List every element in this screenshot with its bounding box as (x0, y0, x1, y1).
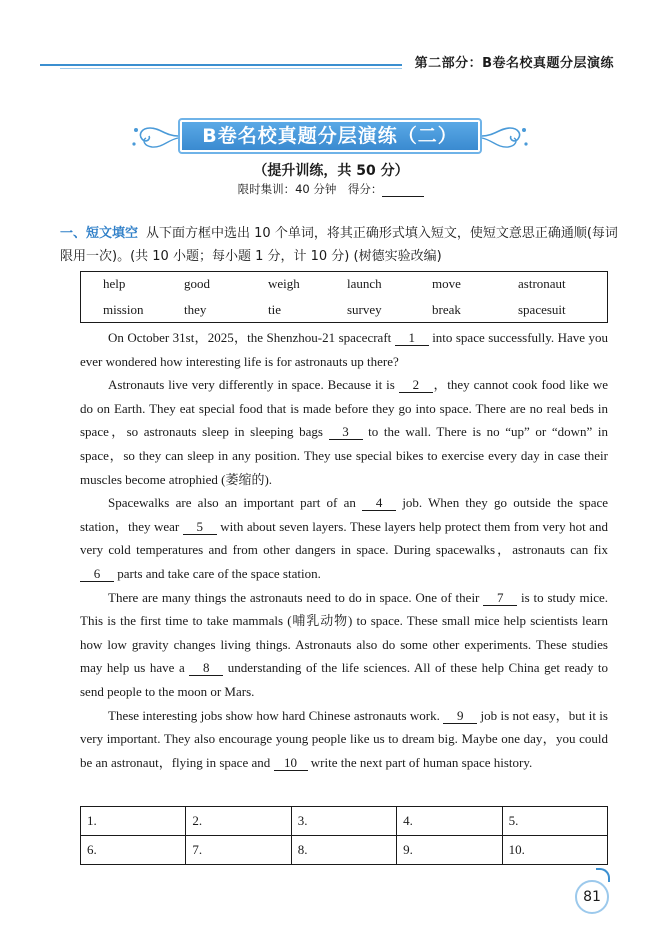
blank-1: 1 (395, 331, 429, 346)
word-item: launch (347, 276, 382, 291)
blank-4: 4 (362, 496, 396, 511)
word-item: tie (268, 302, 281, 317)
blank-2: 2 (399, 378, 433, 393)
word-item: mission (103, 302, 144, 317)
answer-cell-10[interactable]: 10. (502, 836, 607, 865)
blank-9: 9 (443, 709, 477, 724)
word-bank (80, 271, 608, 323)
word-item: good (184, 276, 210, 291)
text-run: Spacewalks are also an important part of an (108, 495, 363, 511)
text-run: parts and take care of the space station. (114, 565, 321, 581)
timing-label: 限时集训：40 分钟 得分： (237, 182, 383, 196)
text-run: On October 31st，2025，the Shenzhou-21 spacecraft (108, 330, 395, 345)
paragraph-1 (80, 326, 608, 373)
section-name: 短文填空 (86, 226, 139, 241)
text-run: There are many things the astronauts need to do in space. One of their (108, 589, 484, 605)
page-subtitle: （提升训练，共 50 分） (253, 163, 409, 179)
page-number: 81 (575, 880, 609, 914)
timing-line (0, 181, 662, 197)
text-run: These interesting jobs show how hard Chinese astronauts work. (108, 707, 444, 723)
blank-6: 6 (80, 567, 114, 582)
text-run: ，they cannot cook food like we do on Earth. They eat special food that is made before they go into space. There are no real beds in space，so astronauts sleep in sleeping bags (80, 377, 608, 440)
answer-row (81, 836, 608, 865)
section-instructions: 从下面方框中选出 10 个单词，将其正确形式填入短文，使短文意思正确通顺(每词限用一次)。(共 10 小题；每小题 1 分，计 10 分) (树德实验改编) (60, 226, 618, 264)
word-bank-row (81, 298, 607, 324)
text-run: understanding of the life sciences. All of these help China get ready to send people to the moon or Mars. (80, 660, 608, 699)
text-run: with about seven layers. These layers help protect them from very hot and very cold temperatures and from other dangers in space. During spacewalks，astronauts can fix (80, 518, 608, 558)
word-item: help (103, 276, 126, 291)
answer-cell-5[interactable]: 5. (502, 807, 607, 836)
word-item: move (432, 276, 461, 291)
header-section-title: 第二部分：B卷名校真题分层演练 (414, 56, 614, 71)
title-banner (130, 118, 530, 154)
header-rule (40, 64, 402, 66)
blank-8: 8 (189, 661, 223, 676)
page-title: B卷名校真题分层演练（二） (180, 120, 480, 152)
paragraph-4 (80, 586, 608, 704)
answer-cell-1[interactable]: 1. (81, 807, 186, 836)
header-rule-thin (60, 68, 402, 69)
word-item: spacesuit (518, 302, 566, 317)
answer-cell-9[interactable]: 9. (397, 836, 502, 865)
blank-3: 3 (329, 425, 363, 440)
answer-cell-8[interactable]: 8. (291, 836, 396, 865)
text-run: to the wall. There is no “up” or “down” in space，so they can sleep in any position. They use special bikes to exercise every day in case their muscles become atrophied (萎缩的). (80, 424, 608, 487)
text-run: into space successfully. Have you ever wondered how interesting life is for astronauts up there? (80, 330, 609, 369)
section-number: 一、 (60, 226, 87, 241)
word-item: survey (347, 302, 382, 317)
answer-cell-7[interactable]: 7. (186, 836, 291, 865)
score-blank (382, 185, 424, 197)
left-swirl-ornament (130, 118, 180, 154)
passage (80, 326, 608, 774)
answer-table (80, 806, 608, 865)
paragraph-5 (80, 704, 608, 775)
word-item: astronaut (518, 276, 566, 291)
answer-cell-4[interactable]: 4. (397, 807, 502, 836)
answer-cell-2[interactable]: 2. (186, 807, 291, 836)
right-swirl-ornament (480, 118, 530, 154)
section-heading (60, 222, 620, 268)
answer-cell-3[interactable]: 3. (291, 807, 396, 836)
text-run: is to study mice. This is the first time to take mammals (哺乳动物) to space. These small mice help scientists learn how low gravity changes living things. Astronauts also do some other experiments. These studies may help us have a (80, 589, 608, 676)
word-item: they (184, 302, 207, 317)
paragraph-3 (80, 491, 608, 585)
answer-row (81, 807, 608, 836)
text-run: job. When they go outside the space station，they wear (80, 495, 608, 534)
blank-10: 10 (274, 756, 308, 771)
text-run: job is not easy，but it is very important. They also encourage young people like us to dream big. Maybe one day，you could be an astronaut，flying in space and (80, 707, 608, 770)
blank-7: 7 (483, 591, 517, 606)
word-item: break (432, 302, 461, 317)
page-number-ornament (596, 868, 610, 882)
text-run: Astronauts live very differently in space. Because it is (108, 377, 399, 393)
word-bank-row (81, 272, 607, 298)
text-run: write the next part of human space history. (307, 754, 533, 770)
paragraph-2 (80, 373, 608, 491)
word-item: weigh (268, 276, 300, 291)
blank-5: 5 (183, 520, 217, 535)
answer-cell-6[interactable]: 6. (81, 836, 186, 865)
